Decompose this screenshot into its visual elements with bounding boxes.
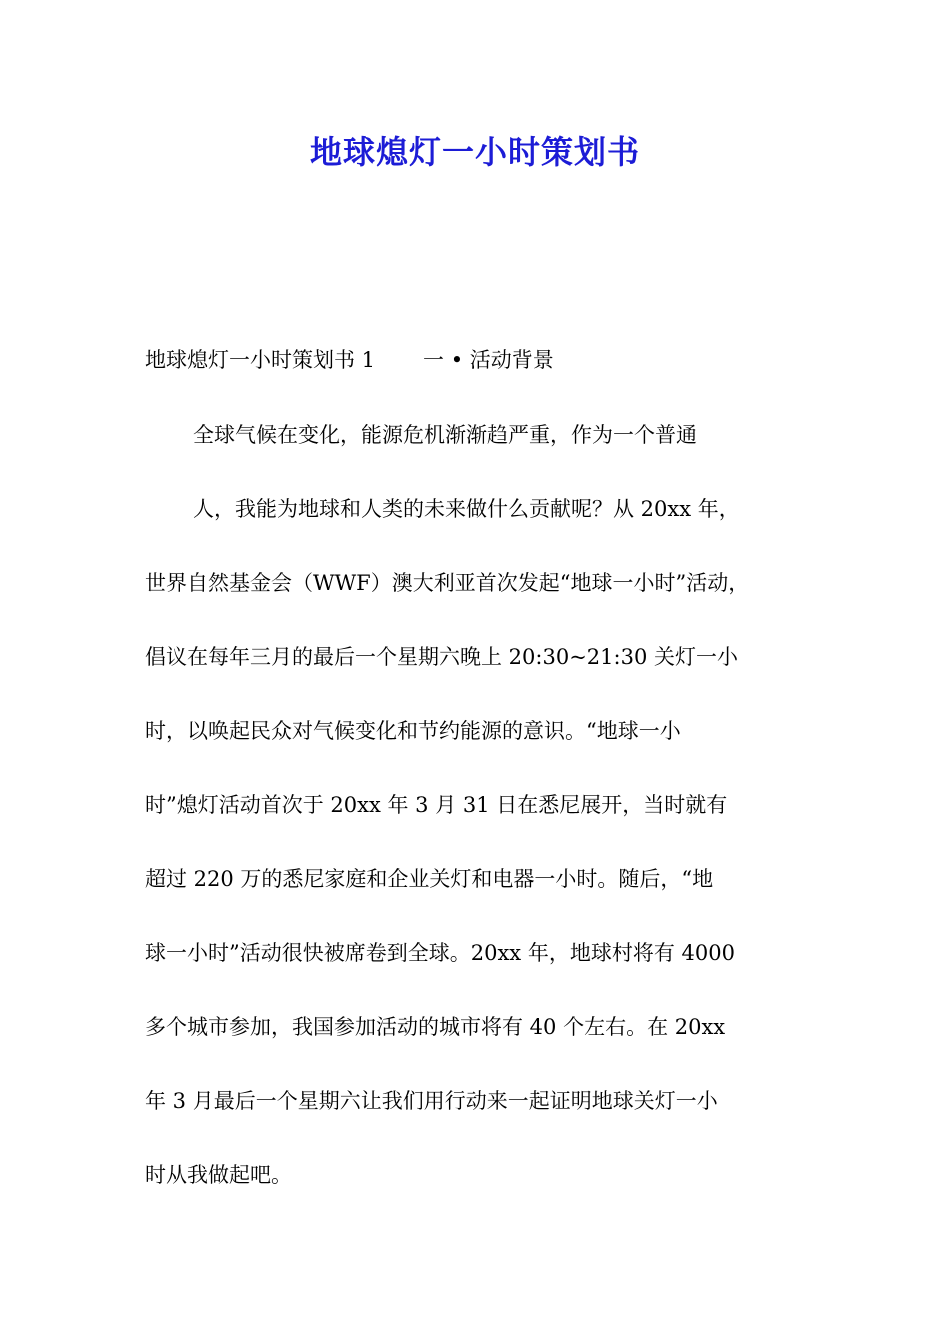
paragraph-line: 年 3 月最后一个星期六让我们用行动来一起证明地球关灯一小: [145, 1089, 718, 1113]
body-paragraph: [145, 414, 835, 1228]
paragraph-line: 时从我做起吧。: [145, 1163, 292, 1187]
document-title: 地球熄灯一小时策划书: [309, 133, 640, 171]
paragraph-line: 球一小时”活动很快被席卷到全球。20xx 年，地球村将有 4000: [145, 941, 735, 965]
paragraph-line: 超过 220 万的悉尼家庭和企业关灯和电器一小时。随后，“地: [145, 867, 714, 891]
paragraph-line: 人，我能为地球和人类的未来做什么贡献呢？从 20xx 年，: [193, 497, 740, 521]
paragraph-line: 倡议在每年三月的最后一个星期六晚上 20:30~21:30 关灯一小: [145, 645, 738, 669]
paragraph-line: 多个城市参加，我国参加活动的城市将有 40 个左右。在 20xx: [145, 1015, 726, 1039]
section-heading: [145, 342, 835, 378]
paragraph-line: 世界自然基金会（WWF）澳大利亚首次发起“地球一小时”活动，: [145, 571, 750, 595]
section-heading-title: 地球熄灯一小时策划书 1: [145, 348, 376, 372]
paragraph-line: 全球气候在变化，能源危机渐渐趋严重，作为一个普通: [193, 423, 697, 447]
paragraph-line: 时”熄灯活动首次于 20xx 年 3 月 31 日在悉尼展开，当时就有: [145, 793, 728, 817]
paragraph-line: 时，以唤起民众对气候变化和节约能源的意识。“地球一小: [145, 719, 681, 743]
section-heading-topic: 一 • 活动背景: [423, 348, 554, 372]
